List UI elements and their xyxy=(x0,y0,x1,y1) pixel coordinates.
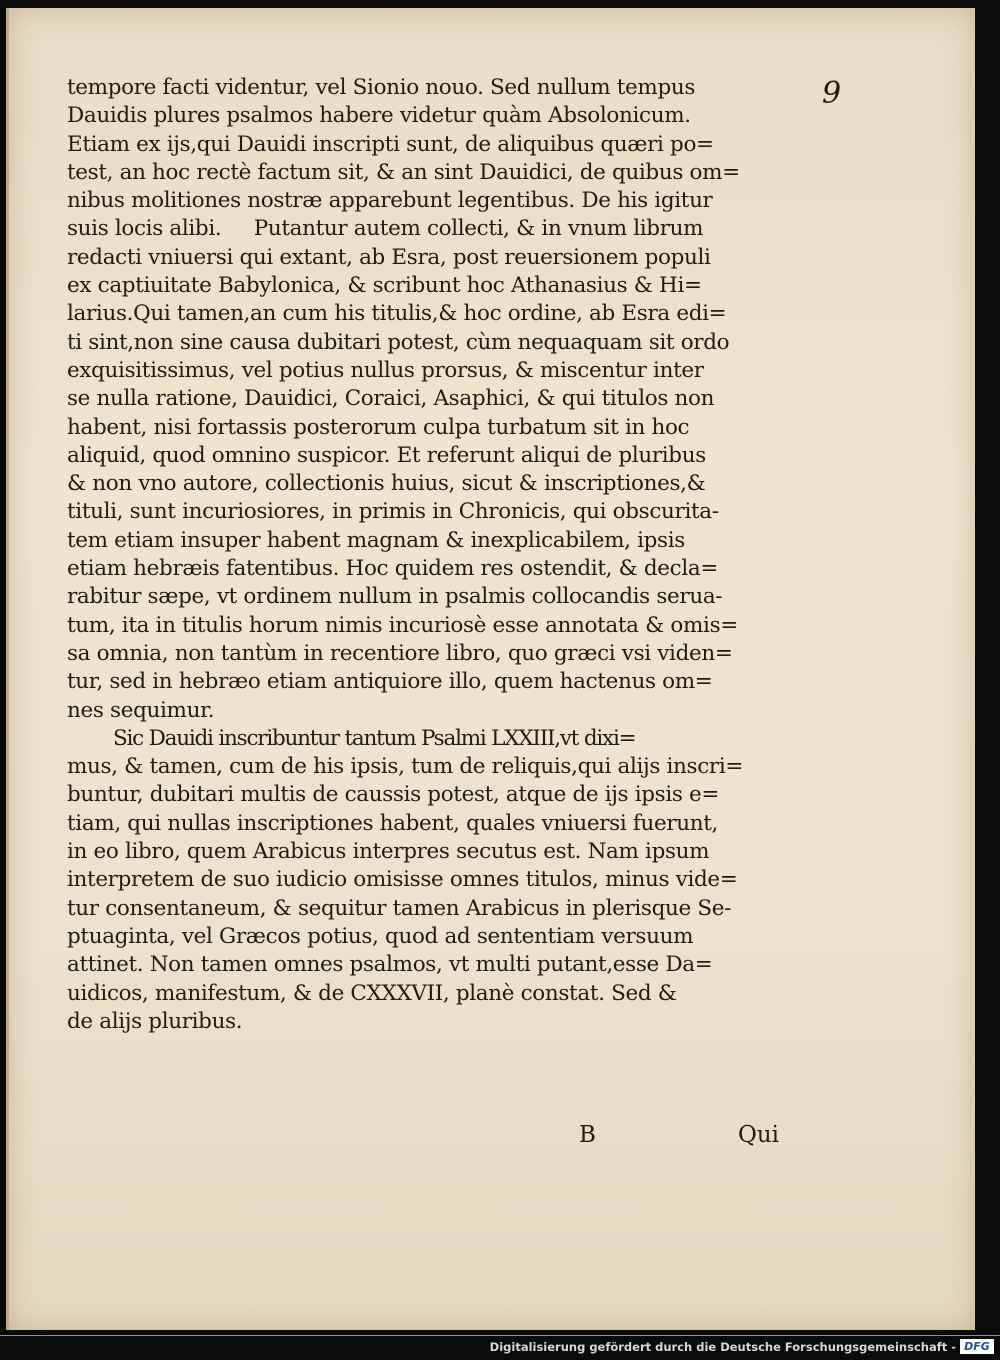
scan-frame-line xyxy=(0,1335,1000,1336)
catchword: Qui xyxy=(738,1122,780,1148)
text-line: ex captiuitate Babylonica, & scribunt hoc Athanasius & Hi= xyxy=(67,273,702,299)
digitization-credit: Digitalisierung gefördert durch die Deutsche Forschungsgemeinschaft - xyxy=(489,1340,956,1354)
text-line: test, an hoc rectè factum sit, & an sint Dauidici, de quibus om= xyxy=(67,159,740,185)
text-line: buntur, dubitari multis de caussis potest, atque de ijs ipsis e= xyxy=(67,782,720,808)
text-line: tur consentaneum, & sequitur tamen Arabicus in plerisque Se- xyxy=(67,895,732,921)
book-page xyxy=(6,8,975,1330)
text-line: nes sequimur. xyxy=(67,697,215,723)
text-line: ti sint,non sine causa dubitari potest, cùm nequaquam sit ordo xyxy=(67,329,730,355)
text-line: attinet. Non tamen omnes psalmos, vt multi putant,esse Da= xyxy=(67,952,713,978)
text-line: sa omnia, non tantùm in recentiore libro, quo græci vsi viden= xyxy=(67,640,733,666)
text-line: larius.Qui tamen,an cum his titulis,& hoc ordine, ab Esra edi= xyxy=(67,301,727,327)
text-line: ptuaginta, vel Græcos potius, quod ad sententiam versuum xyxy=(67,923,694,949)
text-line: aliquid, quod omnino suspicor. Et referunt aliqui de pluribus xyxy=(67,442,706,468)
text-line: Etiam ex ijs,qui Dauidi inscripti sunt, de aliquibus quæri po= xyxy=(67,131,714,157)
text-line: interpretem de suo iudicio omisisse omnes titulos, minus vide= xyxy=(67,867,738,893)
text-line: tempore facti videntur, vel Sionio nouo. Sed nullum tempus xyxy=(67,75,696,100)
paragraph-start-line: Sic Dauidi inscribuntur tantum Psalmi LXXIII,vt dixi= xyxy=(113,725,636,751)
text-line: etiam hebræis fatentibus. Hoc quidem res ostendit, & decla= xyxy=(67,556,718,582)
text-line: nibus molitiones nostræ apparebunt legentibus. De his igitur xyxy=(67,188,713,214)
text-line: tituli, sunt incuriosiores, in primis in Chronicis, qui obscurita- xyxy=(67,499,719,525)
text-line: tur, sed in hebræo etiam antiquiore illo, quem hactenus om= xyxy=(67,669,713,695)
text-line: tem etiam insuper habent magnam & inexplicabilem, ipsis xyxy=(67,527,685,553)
text-line: in eo libro, quem Arabicus interpres secutus est. Nam ipsum xyxy=(67,839,710,865)
text-line: redacti vniuersi qui extant, ab Esra, post reuersionem populi xyxy=(67,244,711,270)
text-line: exquisitissimus, vel potius nullus prorsus, & miscentur inter xyxy=(67,357,704,383)
text-line: mus, & tamen, cum de his ipsis, tum de reliquis,qui alijs inscri= xyxy=(67,754,744,780)
body-text xyxy=(67,74,867,1036)
text-line: de alijs pluribus. xyxy=(67,1008,243,1034)
text-line: uidicos, manifestum, & de CXXXVII, planè constat. Sed & xyxy=(67,980,677,1006)
text-line: habent, nisi fortassis posterorum culpa turbatum sit in hoc xyxy=(67,414,690,440)
text-line: Dauidis plures psalmos habere videtur quàm Absolonicum. xyxy=(67,103,691,129)
text-line: rabitur sæpe, vt ordinem nullum in psalmis collocandis serua- xyxy=(67,584,723,610)
text-line: tiam, qui nullas inscriptiones habent, quales vniuersi fuerunt, xyxy=(67,810,719,836)
signature-mark: B xyxy=(579,1122,596,1148)
text-line: tum, ita in titulis horum nimis incuriosè esse annotata & omis= xyxy=(67,612,738,638)
text-line: suis locis alibi. Putantur autem collecti, & in vnum librum xyxy=(67,216,704,242)
page-number: 9 xyxy=(822,76,842,111)
text-line: se nulla ratione, Dauidici, Coraici, Asaphici, & qui titulos non xyxy=(67,386,715,412)
text-line: & non vno autore, collectionis huius, sicut & inscriptiones,& xyxy=(67,471,706,497)
dfg-logo: DFG xyxy=(960,1339,994,1354)
